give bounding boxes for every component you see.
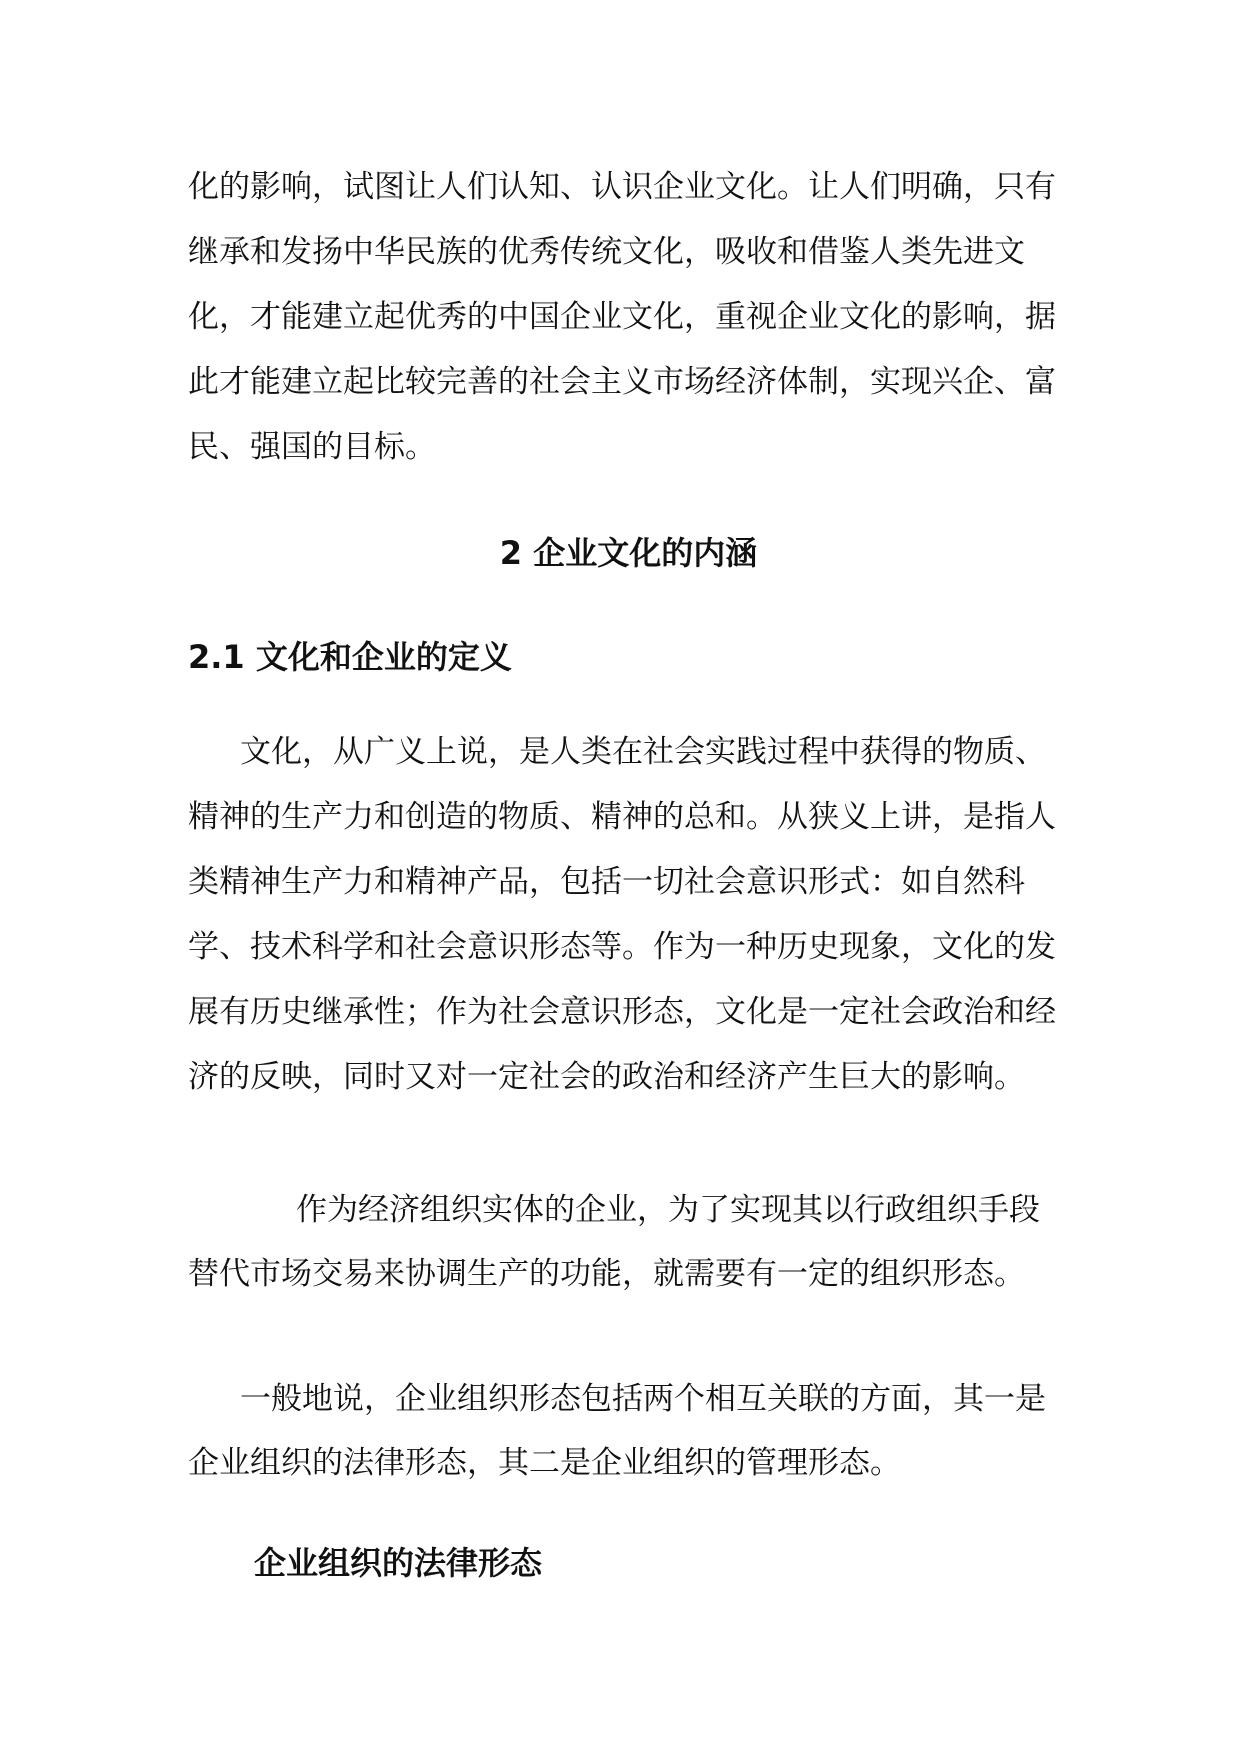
subsection-heading: 企业组织的法律形态	[254, 1544, 543, 1582]
body-paragraph-2: 文化，从广义上说，是人类在社会实践过程中获得的物质、精神的生产力和创造的物质、精神的总和。从狭义上讲，是指人类精神生产力和精神产品，包括一切社会意识形式：如自然科学、技术科学和社会意识形态等。作为一种历史现象，文化的发展有历史继承性；作为社会意识形态，文化是一定社会政治和经济的反映，同时又对一定社会的政治和经济产生巨大的影响。	[188, 734, 1056, 1095]
chapter-heading: 2 企业文化的内涵	[499, 534, 758, 572]
section-heading: 2.1 文化和企业的定义	[188, 638, 512, 676]
body-paragraph-1: 化的影响，试图让人们认知、认识企业文化。让人们明确，只有继承和发扬中华民族的优秀传统文化，吸收和借鉴人类先进文化，才能建立起优秀的中国企业文化，重视企业文化的影响，据此才能建立起比较完善的社会主义市场经济体制，实现兴企、富民、强国的目标。	[188, 169, 1056, 465]
body-paragraph-3: 作为经济组织实体的企业，为了实现其以行政组织手段替代市场交易来协调生产的功能，就需要有一定的组织形态。	[188, 1192, 1040, 1292]
body-paragraph-4: 一般地说，企业组织形态包括两个相互关联的方面，其一是企业组织的法律形态，其二是企业组织的管理形态。	[188, 1381, 1046, 1481]
